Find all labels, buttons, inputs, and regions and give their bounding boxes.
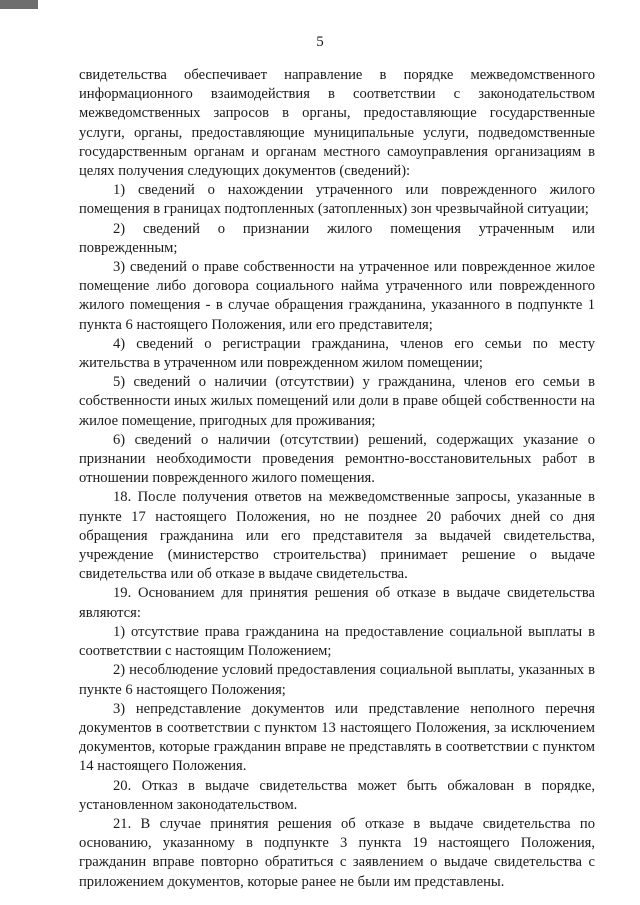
paragraph-continuation: свидетельства обеспечивает направление в порядке межведомственного информационного взаимодействия в соответствии с законодательством межведомственных запросов в органы, предоставляющие государственные услуги, органы, предоставляющие муниципальные услуги, подведомственные государственным органам и органам местного самоуправления организациям в целях получения следующих документов (сведений): [79,67,595,180]
list-item-4: 4) сведений о регистрации гражданина, членов его семьи по месту жительства в утраченном или поврежденном жилом помещении; [79,335,595,372]
document-body [79,66,595,892]
clause-19-item-2: 2) несоблюдение условий предоставления социальной выплаты, указанных в пункте 6 настоящего Положения; [79,662,595,698]
list-item-3: 3) сведений о праве собственности на утраченное или поврежденное жилое помещение либо договора социального найма утраченного или поврежденного жилого помещения - в случае обращения гражданина, указанного в подпункте 1 пункта 6 настоящего Положения, или его представителя; [79,259,595,333]
scan-artifact [0,0,38,9]
list-item-1: 1) сведений о нахождении утраченного или поврежденного жилого помещения в границах подтопленных (затопленных) зон чрезвычайной ситуации; [79,182,595,218]
list-item-5: 5) сведений о наличии (отсутствии) у гражданина, членов его семьи в собственности иных жилых помещений или доли в праве общей собственности на жилое помещение, пригодных для проживания; [79,374,595,429]
clause-19-item-1: 1) отсутствие права гражданина на предоставление социальной выплаты в соответствии с настоящим Положением; [79,623,595,660]
list-item-6: 6) сведений о наличии (отсутствии) решений, содержащих указание о признании необходимости проведения ремонтно-восстановительных работ в отношении поврежденного жилого помещения. [79,431,595,487]
clause-19: 19. Основанием для принятия решения об отказе в выдаче свидетельства являются: [79,585,595,621]
clause-19-item-3: 3) непредставление документов или представление неполного перечня документов в соответствии с пунктом 13 настоящего Положения, за исключением документов, которые гражданин вправе не представлять в соответствии с пунктом 14 настоящего Положения. [79,700,595,775]
page-number: 5 [316,34,324,50]
clause-20: 20. Отказ в выдаче свидетельства может быть обжалован в порядке, установленном законодательством. [79,777,595,813]
clause-21: 21. В случае принятия решения об отказе в выдаче свидетельства по основанию, указанному в подпункте 3 пункта 19 настоящего Положения, гражданин вправе повторно обратиться с заявлением о выдаче свидетельства с приложением документов, которые ранее не были им представлены. [79,815,595,890]
list-item-2: 2) сведений о признании жилого помещения утраченным или поврежденным; [79,220,595,256]
clause-18: 18. После получения ответов на межведомственные запросы, указанные в пункте 17 настоящего Положения, но не позднее 20 рабочих дней со дня обращения гражданина или его представителя за выдачей свидетельства, учреждение (министерство строительства) принимает решение о выдаче свидетельства или об отказе в выдаче свидетельства. [79,489,595,583]
